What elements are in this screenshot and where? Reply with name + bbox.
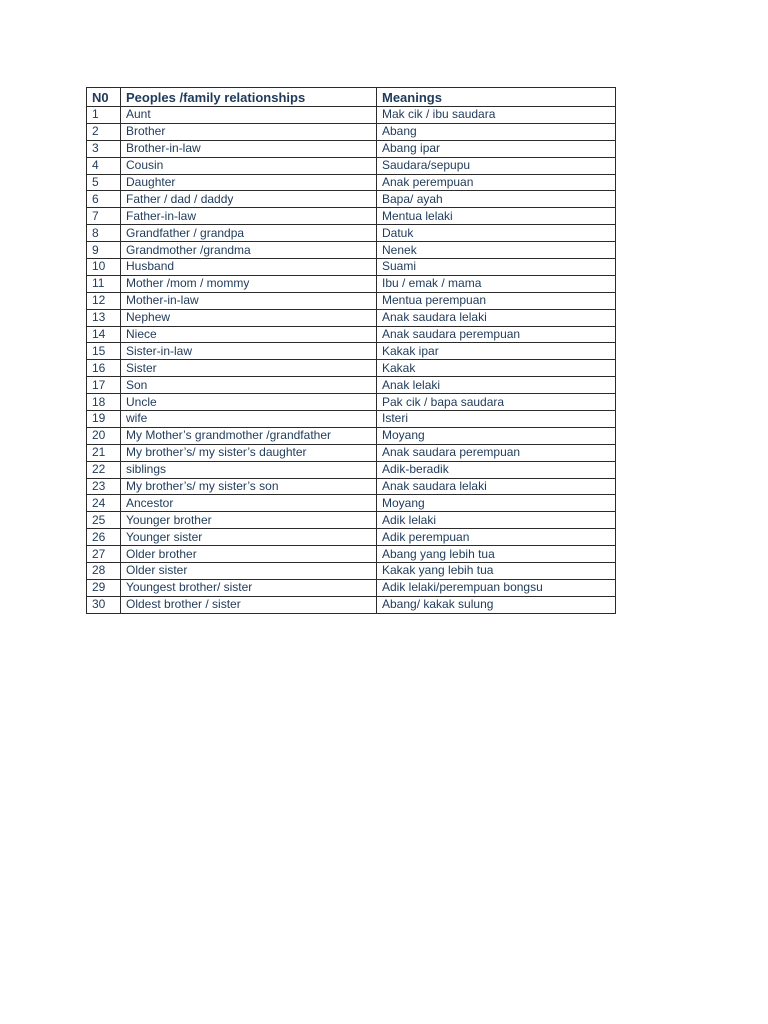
table-row [87, 292, 616, 309]
row-number: 23 [87, 478, 121, 495]
row-number: 12 [87, 292, 121, 309]
table-row [87, 546, 616, 563]
row-relationship: Brother-in-law [121, 140, 377, 157]
table-row [87, 326, 616, 343]
row-number: 27 [87, 546, 121, 563]
row-relationship: Husband [121, 259, 377, 276]
row-relationship: Nephew [121, 309, 377, 326]
row-meaning: Mentua lelaki [377, 208, 616, 225]
row-number: 17 [87, 377, 121, 394]
table-row [87, 208, 616, 225]
row-meaning: Anak saudara lelaki [377, 309, 616, 326]
row-number: 19 [87, 411, 121, 428]
row-relationship: Older brother [121, 546, 377, 563]
row-number: 29 [87, 579, 121, 596]
table-row [87, 309, 616, 326]
row-number: 4 [87, 157, 121, 174]
table-row [87, 174, 616, 191]
row-relationship: Daughter [121, 174, 377, 191]
table-row [87, 495, 616, 512]
table-row [87, 123, 616, 140]
table-row [87, 596, 616, 613]
table-row [87, 444, 616, 461]
row-meaning: Adik-beradik [377, 461, 616, 478]
row-meaning: Abang/ kakak sulung [377, 596, 616, 613]
table-row [87, 259, 616, 276]
row-number: 7 [87, 208, 121, 225]
table-row [87, 107, 616, 124]
row-meaning: Ibu / emak / mama [377, 275, 616, 292]
row-number: 24 [87, 495, 121, 512]
row-meaning: Anak perempuan [377, 174, 616, 191]
table-row [87, 360, 616, 377]
row-number: 14 [87, 326, 121, 343]
row-relationship: Youngest brother/ sister [121, 579, 377, 596]
row-relationship: Cousin [121, 157, 377, 174]
table-row [87, 225, 616, 242]
row-meaning: Abang ipar [377, 140, 616, 157]
row-relationship: siblings [121, 461, 377, 478]
table-row [87, 529, 616, 546]
table-row [87, 411, 616, 428]
table-row [87, 140, 616, 157]
table-row [87, 394, 616, 411]
row-relationship: Father-in-law [121, 208, 377, 225]
row-meaning: Bapa/ ayah [377, 191, 616, 208]
row-meaning: Kakak yang lebih tua [377, 563, 616, 580]
row-meaning: Moyang [377, 427, 616, 444]
row-relationship: Grandmother /grandma [121, 242, 377, 259]
header-number: N0 [87, 88, 121, 107]
row-number: 22 [87, 461, 121, 478]
row-number: 5 [87, 174, 121, 191]
row-relationship: Mother /mom / mommy [121, 275, 377, 292]
row-relationship: wife [121, 411, 377, 428]
table-row [87, 579, 616, 596]
table-row [87, 191, 616, 208]
row-meaning: Anak saudara lelaki [377, 478, 616, 495]
row-number: 6 [87, 191, 121, 208]
row-relationship: Older sister [121, 563, 377, 580]
table-header-row [87, 88, 616, 107]
row-number: 28 [87, 563, 121, 580]
row-relationship: Grandfather / grandpa [121, 225, 377, 242]
row-number: 1 [87, 107, 121, 124]
table-row [87, 157, 616, 174]
row-meaning: Kakak [377, 360, 616, 377]
row-meaning: Adik perempuan [377, 529, 616, 546]
table-row [87, 377, 616, 394]
row-relationship: Son [121, 377, 377, 394]
row-relationship: My Mother’s grandmother /grandfather [121, 427, 377, 444]
row-number: 21 [87, 444, 121, 461]
row-relationship: Brother [121, 123, 377, 140]
table-row [87, 478, 616, 495]
row-meaning: Abang yang lebih tua [377, 546, 616, 563]
row-number: 30 [87, 596, 121, 613]
row-meaning: Isteri [377, 411, 616, 428]
row-number: 18 [87, 394, 121, 411]
row-meaning: Mak cik / ibu saudara [377, 107, 616, 124]
family-relationships-table [86, 87, 616, 614]
row-meaning: Anak lelaki [377, 377, 616, 394]
row-number: 8 [87, 225, 121, 242]
row-number: 10 [87, 259, 121, 276]
row-relationship: Niece [121, 326, 377, 343]
row-relationship: Aunt [121, 107, 377, 124]
row-meaning: Anak saudara perempuan [377, 326, 616, 343]
row-relationship: Ancestor [121, 495, 377, 512]
header-meaning: Meanings [377, 88, 616, 107]
row-relationship: Oldest brother / sister [121, 596, 377, 613]
row-meaning: Kakak ipar [377, 343, 616, 360]
row-meaning: Mentua perempuan [377, 292, 616, 309]
table-row [87, 461, 616, 478]
row-relationship: Younger sister [121, 529, 377, 546]
row-meaning: Anak saudara perempuan [377, 444, 616, 461]
row-number: 13 [87, 309, 121, 326]
row-number: 2 [87, 123, 121, 140]
row-meaning: Adik lelaki [377, 512, 616, 529]
row-number: 3 [87, 140, 121, 157]
table-row [87, 343, 616, 360]
row-relationship: My brother’s/ my sister’s daughter [121, 444, 377, 461]
row-relationship: Sister [121, 360, 377, 377]
row-relationship: My brother’s/ my sister’s son [121, 478, 377, 495]
row-meaning: Saudara/sepupu [377, 157, 616, 174]
row-number: 25 [87, 512, 121, 529]
row-relationship: Sister-in-law [121, 343, 377, 360]
row-number: 15 [87, 343, 121, 360]
header-relationship: Peoples /family relationships [121, 88, 377, 107]
row-number: 20 [87, 427, 121, 444]
row-meaning: Suami [377, 259, 616, 276]
row-meaning: Pak cik / bapa saudara [377, 394, 616, 411]
row-meaning: Datuk [377, 225, 616, 242]
row-relationship: Younger brother [121, 512, 377, 529]
table-row [87, 427, 616, 444]
table-row [87, 563, 616, 580]
row-meaning: Abang [377, 123, 616, 140]
row-relationship: Uncle [121, 394, 377, 411]
row-number: 26 [87, 529, 121, 546]
row-meaning: Nenek [377, 242, 616, 259]
row-relationship: Father / dad / daddy [121, 191, 377, 208]
row-meaning: Moyang [377, 495, 616, 512]
table-row [87, 275, 616, 292]
table-body [87, 107, 616, 614]
table-row [87, 242, 616, 259]
row-meaning: Adik lelaki/perempuan bongsu [377, 579, 616, 596]
row-number: 9 [87, 242, 121, 259]
row-number: 11 [87, 275, 121, 292]
table-row [87, 512, 616, 529]
row-relationship: Mother-in-law [121, 292, 377, 309]
row-number: 16 [87, 360, 121, 377]
